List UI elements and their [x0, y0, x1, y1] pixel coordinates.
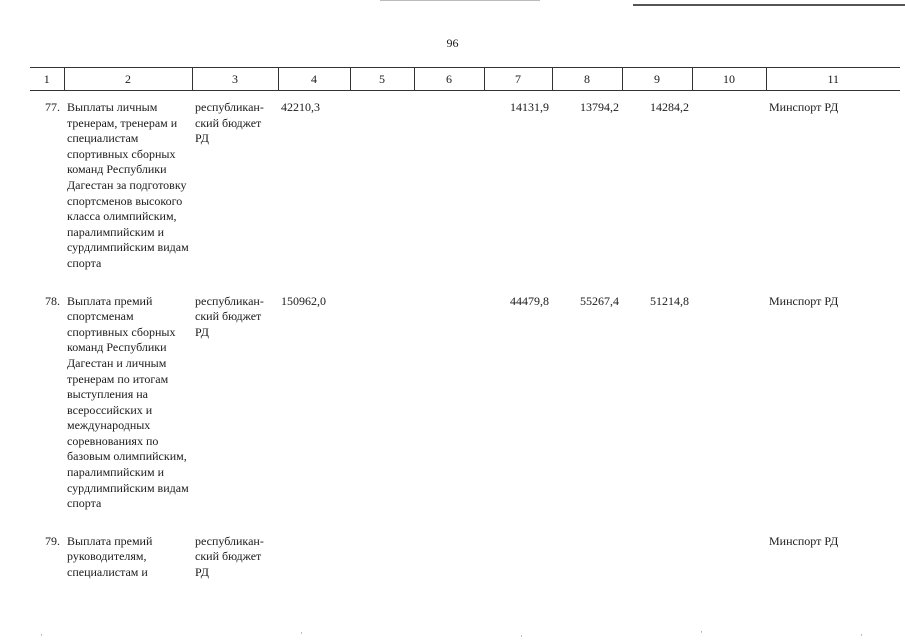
column-header-11: 11 [766, 68, 900, 91]
scan-speck: · [40, 630, 43, 640]
table-row [30, 98, 900, 292]
amount-col-7 [484, 532, 552, 601]
scan-speck: · [300, 628, 303, 638]
scan-artifact-line [380, 0, 540, 1]
row-number: 77. [45, 100, 60, 114]
row-number: 79. [45, 533, 60, 548]
amount-col-8: 55267,4 [580, 293, 619, 308]
total-amount: 42210,3 [281, 100, 320, 114]
column-header-2: 2 [64, 68, 192, 91]
scan-speck: · [860, 630, 863, 640]
scan-speck: · [700, 627, 703, 637]
cell-col-6 [414, 292, 484, 532]
cell-col-5 [350, 532, 414, 601]
table-row [30, 532, 900, 601]
table-row [30, 292, 900, 532]
executor: Минспорт РД [769, 100, 839, 114]
cell-col-6 [414, 98, 484, 292]
activity-name: Выплата премий спортсменам спортивных сборных команд Республики Дагестан и личным тренерам по итогам выступления на всероссийских и международных соревнованиях по базовым олимпийским, паралимпийским и сурдлимпийским видам спорта [67, 293, 189, 511]
page-number: 96 [446, 36, 459, 50]
cell-col-10 [692, 98, 766, 292]
amount-col-8 [552, 532, 622, 601]
amount-col-7: 14131,9 [510, 100, 549, 114]
executor: Минспорт РД [769, 293, 839, 308]
total-amount: 150962,0 [281, 293, 326, 308]
scan-speck: · [520, 631, 523, 641]
amount-col-7: 44479,8 [510, 293, 549, 308]
funding-source: республикан-ский бюджет РД [195, 100, 264, 146]
cell-col-6 [414, 532, 484, 601]
executor: Минспорт РД [769, 533, 839, 548]
column-header-7: 7 [484, 68, 552, 91]
funding-source: республикан-ский бюджет РД [195, 293, 264, 339]
column-header-3: 3 [192, 68, 278, 91]
row-number: 78. [45, 293, 60, 308]
cell-col-10 [692, 292, 766, 532]
scan-artifact-line [633, 4, 905, 6]
total-amount [278, 532, 350, 601]
cell-col-10 [692, 532, 766, 601]
amount-col-9: 14284,2 [650, 100, 689, 114]
cell-col-5 [350, 292, 414, 532]
amount-col-9: 51214,8 [650, 293, 689, 308]
column-header-10: 10 [692, 68, 766, 91]
column-header-row [30, 67, 900, 91]
column-header-6: 6 [414, 68, 484, 91]
column-header-4: 4 [278, 68, 350, 91]
funding-source: республикан-ский бюджет РД [195, 533, 264, 580]
cell-col-5 [350, 98, 414, 292]
column-header-8: 8 [552, 68, 622, 91]
activity-name: Выплаты личным тренерам, тренерам и специалистам спортивных сборных команд Республики Дагестан за подготовку спортсменов высокого класса олимпийским, паралимпийским и сурдлимпийским видам спорта [67, 100, 189, 270]
activity-name: Выплата премий руководителям, специалистам и [67, 533, 153, 580]
column-header-9: 9 [622, 68, 692, 91]
column-header-5: 5 [350, 68, 414, 91]
amount-col-8: 13794,2 [580, 100, 619, 114]
amount-col-9 [622, 532, 692, 601]
column-header-1: 1 [30, 68, 64, 91]
data-table [30, 98, 900, 601]
